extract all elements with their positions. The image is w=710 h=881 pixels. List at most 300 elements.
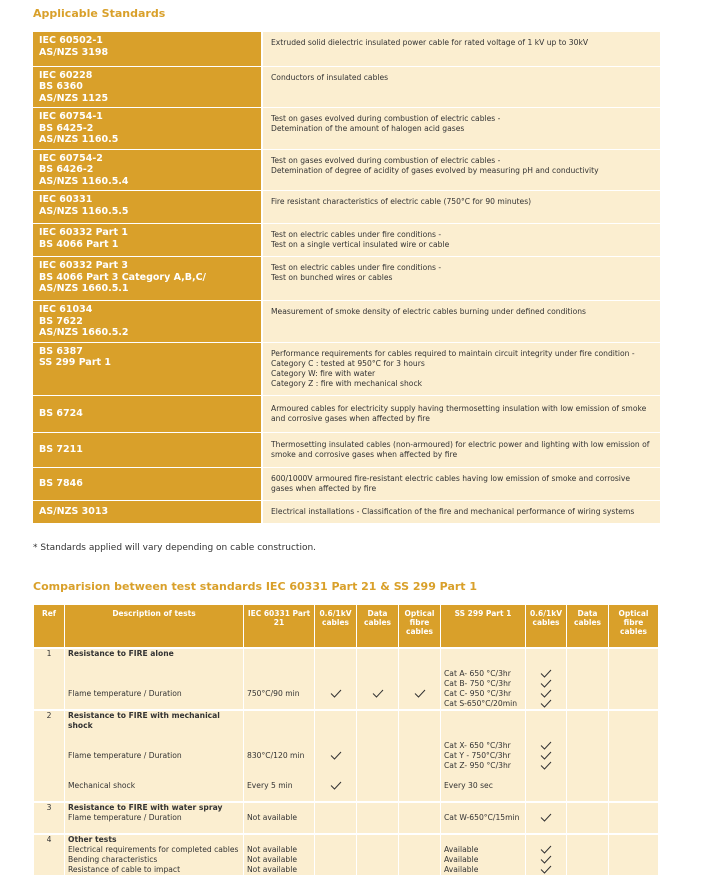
standard-description-line: Extruded solid dielectric insulated power cable for rated voltage of 1 kV up to 30kV	[271, 38, 589, 47]
empty-cell	[609, 648, 659, 659]
comparison-cell: Flame temperature / Duration	[65, 689, 244, 699]
empty-cell	[315, 791, 357, 802]
comparison-cell	[34, 791, 65, 802]
comparison-row	[34, 813, 659, 823]
standard-description	[262, 257, 660, 301]
empty-cell	[357, 771, 399, 781]
comparison-cell	[65, 659, 244, 669]
comparison-cell	[441, 710, 526, 731]
comparison-row	[34, 845, 659, 855]
empty-cell	[399, 771, 441, 781]
standard-description-line: Detemination of degree of acidity of gases evolved by measuring pH and conductivity	[271, 165, 599, 175]
comparison-cell: Available	[441, 845, 526, 855]
empty-cell	[315, 845, 357, 855]
comparison-cell: Resistance of cable to impact	[65, 865, 244, 875]
comparison-cell	[441, 823, 526, 834]
empty-cell	[567, 648, 609, 659]
comparison-cell	[34, 845, 65, 855]
empty-cell	[609, 823, 659, 834]
standard-code: AS/NZS 1160.5.5	[39, 205, 129, 217]
empty-cell	[315, 731, 357, 741]
standard-description	[262, 191, 660, 224]
comparison-cell	[244, 699, 315, 710]
empty-cell	[567, 751, 609, 761]
empty-cell	[567, 731, 609, 741]
check-icon	[315, 689, 357, 699]
standard-description-line: Measurement of smoke density of electric cables burning under defined conditions	[271, 307, 587, 316]
standard-description	[262, 66, 660, 108]
comparison-cell: 830°C/120 min	[244, 751, 315, 761]
comparison-cell	[34, 731, 65, 741]
comparison-row	[34, 834, 659, 845]
comparison-cell	[34, 741, 65, 751]
standard-description-line: and corrosive gases when affected by fire	[271, 413, 430, 423]
comparison-row	[34, 689, 659, 699]
empty-cell	[399, 865, 441, 875]
standard-code: SS 299 Part 1	[39, 357, 111, 368]
empty-cell	[609, 845, 659, 855]
empty-cell	[526, 791, 567, 802]
standard-row	[33, 149, 660, 191]
standard-description-line: Detemination of the amount of halogen acid gases	[271, 124, 465, 133]
comparison-row	[34, 679, 659, 689]
comparison-row	[34, 791, 659, 802]
empty-cell	[609, 689, 659, 699]
comparison-cell	[34, 855, 65, 865]
comparison-header: SS 299 Part 1	[441, 605, 526, 648]
empty-cell	[399, 761, 441, 771]
standard-code: BS 6724	[39, 407, 83, 419]
comparison-cell	[65, 669, 244, 679]
empty-cell	[399, 731, 441, 741]
comparison-row	[34, 781, 659, 791]
check-icon	[526, 751, 567, 761]
empty-cell	[357, 669, 399, 679]
standard-description-line: Electrical installations - Classification of the fire and mechanical performance of wiring systems	[271, 506, 635, 516]
check-icon	[526, 679, 567, 689]
comparison-header: 0.6/1kV cables	[526, 605, 567, 648]
empty-cell	[567, 710, 609, 731]
comparison-header: Optical fibre cables	[609, 605, 659, 648]
empty-cell	[567, 741, 609, 751]
comparison-cell	[441, 731, 526, 741]
check-icon	[526, 813, 567, 823]
standard-description-line: 600/1000V armoured fire-resistant electric cables having low emission of smoke and corrosive	[271, 473, 631, 483]
empty-cell	[526, 781, 567, 791]
standard-codes	[33, 257, 262, 301]
comparison-cell	[244, 802, 315, 813]
standard-description-line: Conductors of insulated cables	[271, 72, 389, 82]
comparison-cell: Electrical requirements for completed cables	[65, 845, 244, 855]
check-icon	[526, 865, 567, 875]
comparison-cell	[34, 771, 65, 781]
empty-cell	[526, 823, 567, 834]
comparison-row	[34, 771, 659, 781]
standard-description-line: smoke and corrosive gases when affected by fire	[271, 449, 458, 459]
empty-cell	[315, 741, 357, 751]
comparison-cell: 4	[34, 834, 65, 845]
comparison-row	[34, 648, 659, 659]
comparison-cell	[441, 659, 526, 669]
empty-cell	[357, 865, 399, 875]
empty-cell	[399, 834, 441, 845]
comparison-cell: Not available	[244, 865, 315, 875]
comparison-cell	[65, 699, 244, 710]
comparison-cell: Cat A- 650 °C/3hr	[441, 669, 526, 679]
standard-codes	[33, 224, 262, 257]
empty-cell	[315, 865, 357, 875]
comparison-row	[34, 710, 659, 731]
empty-cell	[609, 679, 659, 689]
empty-cell	[399, 710, 441, 731]
standard-row	[33, 342, 660, 395]
comparison-row	[34, 802, 659, 813]
empty-cell	[609, 865, 659, 875]
comparison-cell: 2	[34, 710, 65, 731]
empty-cell	[357, 648, 399, 659]
standard-row	[33, 66, 660, 108]
comparison-row	[34, 823, 659, 834]
comparison-cell	[34, 761, 65, 771]
comparison-table	[33, 604, 659, 875]
comparison-row	[34, 699, 659, 710]
comparison-cell: 3	[34, 802, 65, 813]
standard-description	[262, 108, 660, 150]
comparison-cell: Not available	[244, 855, 315, 865]
empty-cell	[399, 741, 441, 751]
comparison-cell: Cat S-650°C/20min	[441, 699, 526, 710]
standard-code: AS/NZS 3013	[39, 505, 109, 517]
comparison-header: Data cables	[567, 605, 609, 648]
comparison-row	[34, 731, 659, 741]
comparison-cell	[244, 823, 315, 834]
comparison-cell	[65, 771, 244, 781]
empty-cell	[357, 823, 399, 834]
comparison-cell	[34, 823, 65, 834]
standard-description-line: Category W: fire with water	[271, 368, 376, 378]
empty-cell	[357, 802, 399, 813]
section-title-applicable-standards: Applicable Standards	[33, 7, 166, 20]
empty-cell	[357, 679, 399, 689]
standard-code: AS/NZS 1660.5.1	[39, 283, 129, 294]
empty-cell	[357, 761, 399, 771]
empty-cell	[567, 845, 609, 855]
empty-cell	[399, 659, 441, 669]
standard-description	[262, 149, 660, 191]
empty-cell	[567, 679, 609, 689]
empty-cell	[526, 731, 567, 741]
empty-cell	[567, 865, 609, 875]
standard-description	[262, 432, 660, 467]
standard-code: IEC 60228	[39, 69, 93, 81]
empty-cell	[357, 781, 399, 791]
comparison-cell: Cat Y - 750°C/3hr	[441, 751, 526, 761]
standard-code: AS/NZS 3198	[39, 46, 109, 58]
empty-cell	[609, 855, 659, 865]
standard-row	[33, 108, 660, 150]
standard-codes	[33, 467, 262, 500]
comparison-cell: Flame temperature / Duration	[65, 751, 244, 761]
standard-codes	[33, 395, 262, 432]
empty-cell	[357, 834, 399, 845]
comparison-cell	[65, 731, 244, 741]
standard-code: BS 4066 Part 1	[39, 238, 119, 250]
empty-cell	[526, 834, 567, 845]
check-icon	[526, 689, 567, 699]
standard-row	[33, 191, 660, 224]
empty-cell	[315, 823, 357, 834]
comparison-cell: Cat Z- 950 °C/3hr	[441, 761, 526, 771]
empty-cell	[315, 834, 357, 845]
comparison-cell: Bending characteristics	[65, 855, 244, 865]
standard-description-line: Thermosetting insulated cables (non-armoured) for electric power and lighting with low emission of	[271, 439, 650, 449]
empty-cell	[399, 669, 441, 679]
comparison-cell	[34, 659, 65, 669]
comparison-header: Data cables	[357, 605, 399, 648]
standard-row	[33, 432, 660, 467]
comparison-cell	[244, 741, 315, 751]
empty-cell	[567, 761, 609, 771]
comparison-header: IEC 60331 Part 21	[244, 605, 315, 648]
check-icon	[399, 689, 441, 699]
standard-row	[33, 500, 660, 523]
empty-cell	[315, 761, 357, 771]
standard-code: AS/NZS 1160.5.4	[39, 175, 129, 187]
comparison-cell	[34, 781, 65, 791]
check-icon	[315, 781, 357, 791]
standard-code: BS 7211	[39, 443, 83, 455]
empty-cell	[357, 741, 399, 751]
empty-cell	[609, 751, 659, 761]
comparison-cell	[34, 699, 65, 710]
comparison-header: 0.6/1kV cables	[315, 605, 357, 648]
check-icon	[526, 741, 567, 751]
empty-cell	[399, 751, 441, 761]
standard-description	[262, 224, 660, 257]
empty-cell	[399, 855, 441, 865]
standard-code: IEC 60754-2	[39, 152, 103, 164]
standard-description	[262, 395, 660, 432]
empty-cell	[315, 659, 357, 669]
check-icon	[526, 669, 567, 679]
standard-codes	[33, 432, 262, 467]
comparison-cell: Cat W-650°C/15min	[441, 813, 526, 823]
empty-cell	[609, 781, 659, 791]
empty-cell	[526, 659, 567, 669]
comparison-row	[34, 865, 659, 875]
standard-code: IEC 60331	[39, 194, 93, 205]
standard-description-line: Test on gases evolved during combustion of electric cables -	[271, 155, 501, 165]
standard-row	[33, 395, 660, 432]
comparison-cell	[244, 834, 315, 845]
comparison-cell	[65, 823, 244, 834]
comparison-header: Ref	[34, 605, 65, 648]
empty-cell	[567, 771, 609, 781]
comparison-cell	[244, 791, 315, 802]
comparison-cell	[441, 771, 526, 781]
standard-row	[33, 224, 660, 257]
standards-table	[33, 32, 660, 524]
standard-code: BS 7622	[39, 315, 83, 327]
standard-description-line: Fire resistant characteristics of electric cable (750°C for 90 minutes)	[271, 197, 532, 206]
comparison-cell	[34, 813, 65, 823]
empty-cell	[567, 813, 609, 823]
empty-cell	[357, 710, 399, 731]
empty-cell	[357, 731, 399, 741]
comparison-cell: Every 5 min	[244, 781, 315, 791]
comparison-cell: 1	[34, 648, 65, 659]
check-icon	[357, 689, 399, 699]
standard-codes	[33, 301, 262, 343]
standard-description-line: Armoured cables for electricity supply having thermosetting insulation with low emission of smoke	[271, 403, 647, 413]
empty-cell	[609, 659, 659, 669]
standard-description-line: Category Z : fire with mechanical shock	[271, 378, 423, 388]
standard-row	[33, 257, 660, 301]
standard-code: IEC 60332 Part 1	[39, 227, 128, 238]
standard-codes	[33, 66, 262, 108]
standard-description-line: Test on gases evolved during combustion of electric cables -	[271, 114, 501, 123]
comparison-cell: Resistance to FIRE alone	[65, 648, 244, 659]
empty-cell	[567, 781, 609, 791]
empty-cell	[567, 823, 609, 834]
standard-code: IEC 60754-1	[39, 111, 103, 122]
empty-cell	[609, 669, 659, 679]
empty-cell	[609, 731, 659, 741]
comparison-row	[34, 659, 659, 669]
empty-cell	[609, 699, 659, 710]
empty-cell	[399, 781, 441, 791]
footnote: * Standards applied will vary depending on cable construction.	[33, 543, 317, 553]
empty-cell	[357, 699, 399, 710]
standard-code: AS/NZS 1160.5	[39, 134, 119, 145]
standard-code: BS 6425-2	[39, 122, 94, 134]
empty-cell	[567, 834, 609, 845]
empty-cell	[315, 699, 357, 710]
check-icon	[526, 845, 567, 855]
standard-description-line: Test on bunched wires or cables	[271, 273, 393, 282]
comparison-cell	[65, 741, 244, 751]
comparison-cell	[244, 731, 315, 741]
comparison-cell	[244, 761, 315, 771]
comparison-cell	[34, 679, 65, 689]
empty-cell	[357, 845, 399, 855]
standard-description	[262, 500, 660, 523]
empty-cell	[357, 855, 399, 865]
empty-cell	[399, 791, 441, 802]
standard-codes	[33, 342, 262, 395]
standard-code: AS/NZS 1125	[39, 92, 109, 104]
empty-cell	[567, 669, 609, 679]
comparison-cell: Available	[441, 865, 526, 875]
comparison-cell	[244, 659, 315, 669]
empty-cell	[357, 813, 399, 823]
empty-cell	[315, 802, 357, 813]
empty-cell	[609, 741, 659, 751]
comparison-cell	[244, 710, 315, 731]
comparison-cell: Available	[441, 855, 526, 865]
comparison-cell: Cat B- 750 °C/3hr	[441, 679, 526, 689]
comparison-cell	[244, 679, 315, 689]
standard-code: BS 6360	[39, 81, 83, 92]
empty-cell	[399, 823, 441, 834]
standard-row	[33, 467, 660, 500]
comparison-cell: Flame temperature / Duration	[65, 813, 244, 823]
comparison-cell: 750°C/90 min	[244, 689, 315, 699]
empty-cell	[315, 771, 357, 781]
comparison-header: Optical fibre cables	[399, 605, 441, 648]
standard-description	[262, 301, 660, 343]
standard-description-line: Category C : tested at 950°C for 3 hours	[271, 358, 425, 368]
empty-cell	[399, 813, 441, 823]
empty-cell	[567, 802, 609, 813]
comparison-cell	[65, 679, 244, 689]
empty-cell	[609, 813, 659, 823]
empty-cell	[526, 771, 567, 781]
standard-codes	[33, 149, 262, 191]
empty-cell	[315, 669, 357, 679]
comparison-cell	[34, 689, 65, 699]
empty-cell	[399, 699, 441, 710]
empty-cell	[567, 689, 609, 699]
check-icon	[526, 855, 567, 865]
comparison-cell	[65, 791, 244, 802]
standard-description	[262, 467, 660, 500]
comparison-cell: Resistance to FIRE with water spray	[65, 802, 244, 813]
empty-cell	[609, 802, 659, 813]
empty-cell	[357, 659, 399, 669]
standard-description-line: Performance requirements for cables required to maintain circuit integrity under fire condition -	[271, 348, 635, 358]
empty-cell	[399, 802, 441, 813]
comparison-row	[34, 751, 659, 761]
standard-codes	[33, 191, 262, 224]
empty-cell	[609, 834, 659, 845]
comparison-cell: Not available	[244, 813, 315, 823]
comparison-row	[34, 855, 659, 865]
standard-code: IEC 60502-1	[39, 35, 103, 46]
empty-cell	[609, 761, 659, 771]
empty-cell	[315, 855, 357, 865]
standard-code: IEC 61034	[39, 304, 93, 315]
comparison-header: Description of tests	[65, 605, 244, 648]
empty-cell	[567, 659, 609, 669]
empty-cell	[567, 791, 609, 802]
empty-cell	[315, 648, 357, 659]
empty-cell	[315, 679, 357, 689]
standard-code: BS 6426-2	[39, 164, 94, 175]
standard-code: IEC 60332 Part 3	[39, 260, 128, 271]
empty-cell	[315, 813, 357, 823]
comparison-cell	[34, 865, 65, 875]
standard-codes	[33, 500, 262, 523]
empty-cell	[526, 648, 567, 659]
empty-cell	[357, 791, 399, 802]
empty-cell	[567, 699, 609, 710]
comparison-row	[34, 761, 659, 771]
empty-cell	[526, 802, 567, 813]
comparison-cell	[34, 751, 65, 761]
comparison-cell: Other tests	[65, 834, 244, 845]
standard-description-line: Test on a single vertical insulated wire or cable	[271, 240, 450, 249]
comparison-cell: Cat C- 950 °C/3hr	[441, 689, 526, 699]
comparison-cell: Not available	[244, 845, 315, 855]
check-icon	[526, 699, 567, 710]
comparison-cell	[441, 791, 526, 802]
comparison-cell: Resistance to FIRE with mechanical shock	[65, 710, 244, 731]
standard-description-line: Test on electric cables under fire conditions -	[271, 263, 442, 272]
comparison-cell	[441, 648, 526, 659]
comparison-cell: Every 30 sec	[441, 781, 526, 791]
standard-row	[33, 32, 660, 66]
